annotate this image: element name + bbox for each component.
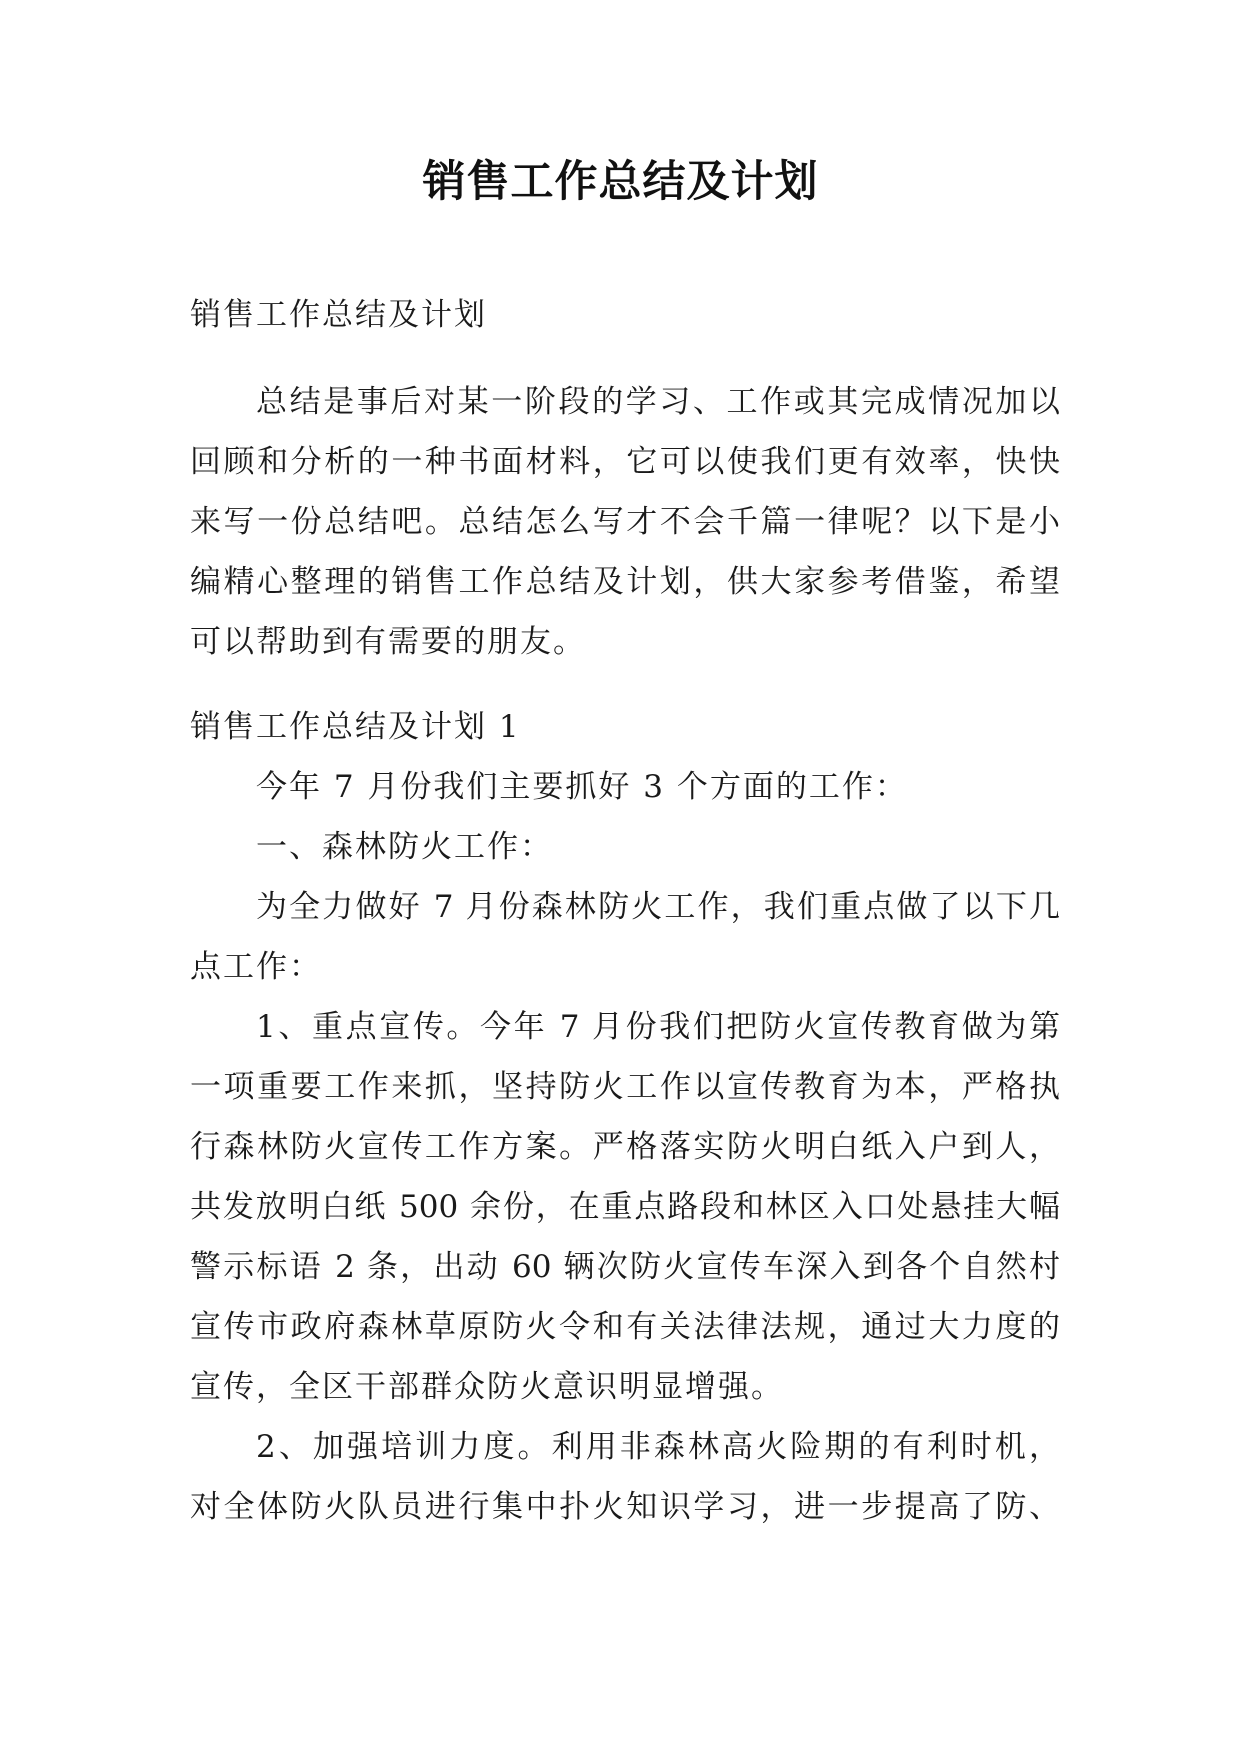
paragraph-line: 一项重要工作来抓，坚持防火工作以宣传教育为本，严格执 (190, 1069, 1060, 1105)
paragraph-line: 总结是事后对某一阶段的学习、工作或其完成情况加以 (256, 384, 1060, 420)
intro-paragraph (190, 372, 1060, 672)
paragraph-line: 共发放明白纸 500 余份，在重点路段和林区入口处悬挂大幅 (190, 1189, 1060, 1225)
publicity-paragraph (190, 997, 1060, 1417)
training-paragraph (190, 1417, 1060, 1537)
document-title: 销售工作总结及计划 (422, 157, 819, 207)
section-heading: 销售工作总结及计划 1 (190, 709, 521, 745)
paragraph-line: 来写一份总结吧。总结怎么写才不会千篇一律呢？以下是小 (190, 504, 1060, 540)
paragraph-line: 点工作： (190, 949, 322, 985)
paragraph-line: 对全体防火队员进行集中扑火知识学习，进一步提高了防、 (190, 1489, 1060, 1525)
paragraph-line: 宣传市政府森林草原防火令和有关法律法规，通过大力度的 (190, 1309, 1060, 1345)
paragraph-line: 为全力做好 7 月份森林防火工作，我们重点做了以下几 (256, 889, 1060, 925)
document-subtitle: 销售工作总结及计划 (190, 297, 487, 333)
paragraph-line: 行森林防火宣传工作方案。严格落实防火明白纸入户到人， (190, 1129, 1060, 1165)
section-intro: 今年 7 月份我们主要抓好 3 个方面的工作： (256, 769, 908, 805)
fire-work-paragraph (190, 877, 1060, 997)
paragraph-line: 2、加强培训力度。利用非森林高火险期的有利时机， (256, 1429, 1060, 1465)
paragraph-line: 编精心整理的销售工作总结及计划，供大家参考借鉴，希望 (190, 564, 1060, 600)
paragraph-line: 宣传，全区干部群众防火意识明显增强。 (190, 1369, 784, 1405)
paragraph-line: 回顾和分析的一种书面材料，它可以使我们更有效率，快快 (190, 444, 1060, 480)
document-body (190, 285, 1060, 1537)
paragraph-line: 1、重点宣传。今年 7 月份我们把防火宣传教育做为第 (256, 1009, 1060, 1045)
paragraph-line: 警示标语 2 条，出动 60 辆次防火宣传车深入到各个自然村 (190, 1249, 1060, 1285)
paragraph-line: 可以帮助到有需要的朋友。 (190, 624, 586, 660)
subheading-forest-fire: 一、森林防火工作： (256, 829, 553, 865)
